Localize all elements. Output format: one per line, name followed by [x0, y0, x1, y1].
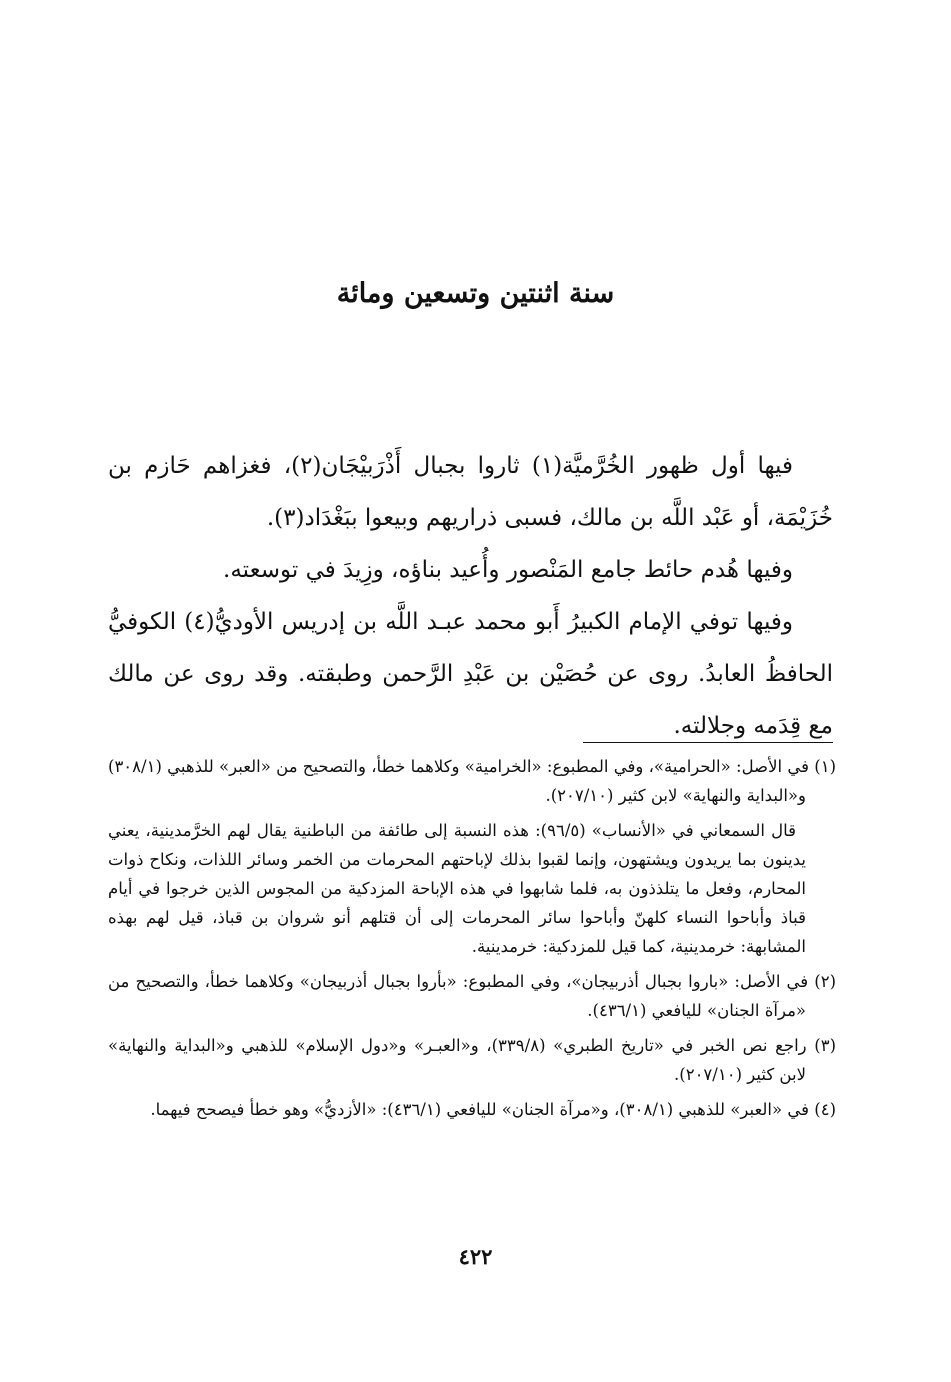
- footnote-2: (٢) في الأصل: «باروا بجبال أذربيجان»، وفي المطبوع: «بأروا بجبال أذربيجان» وكلاهما خطأ، والتصحيح من «مرآة الجنان» لليافعي (٤٣٦/١).: [108, 972, 836, 1020]
- footnote-1-continuation: قال السمعاني في «الأنساب» (٩٦/٥): هذه النسبة إلى طائفة من الباطنية يقال لهم الخرَّمدينية، يعني يدينون بما يريدون ويشتهون، وإنما لقبوا بذلك لإباحتهم المحرمات من الخمر وسائر اللذات، ونكاح ذوات المحارم، وفعل ما يتلذذون به، فلما شابهوا في هذه الإباحة المزدكية من المجوس الذين خرجوا في أيام قباذ وأباحوا النساء كلهنّ وأباحوا سائر المحرمات إلى أن قتلهم أنو شروان بن قباذ، قيل لهم بهذه المشابهة: خرمدينية، كما قيل للمزدكية: خرمدينية.: [108, 821, 806, 956]
- footnote-3: (٣) راجع نص الخبر في «تاريخ الطبري» (٣٣٩/٨)، و«العبـر» و«دول الإسلام» للذهبي و«البداية والنهاية» لابن كثير (٢٠٧/١٠).: [108, 1036, 836, 1084]
- chapter-title: سنة اثنتين وتسعين ومائة: [336, 278, 615, 309]
- paragraph-3: وفيها توفي الإمام الكبيرُ أَبو محمد عبـد اللَّه بن إدريس الأوديُّ(٤) الكوفيُّ الحافظُ العابدُ. روى عن حُصَيْن بن عَبْدِ الرَّحمن وطبقته. وقد روى عن مالك مع قِدَمه وجلالته.: [108, 609, 833, 739]
- footnote-1: (١) في الأصل: «الحرامية»، وفي المطبوع: «الخرامية» وكلاهما خطأ، والتصحيح من «العبر» للذهبي (٣٠٨/١) و«البداية والنهاية» لابن كثير (٢٠٧/١٠).: [108, 757, 836, 805]
- page-number: ٤٢٢: [458, 1244, 493, 1269]
- footnote-divider: [583, 742, 833, 743]
- main-text: [108, 440, 833, 752]
- paragraph-2: وفيها هُدم حائط جامع المَنْصور وأُعيد بناؤه، وزِيدَ في توسعته.: [223, 557, 793, 583]
- paragraph-1: فيها أول ظهور الخُرَّميَّة(١) ثاروا بجبال أَذْرَبيْجَان(٢)، فغزاهم حَازم بن خُزَيْمَة، أو عَبْد اللَّه بن مالك، فسبى ذراريهم وبيعوا ببَغْدَاد(٣).: [108, 453, 833, 531]
- footnote-4: (٤) في «العبر» للذهبي (٣٠٨/١)، و«مرآة الجنان» لليافعي (٤٣٦/١): «الأزديُّ» وهو خطأ فيصحح فيهما.: [150, 1100, 836, 1119]
- footnotes: [108, 752, 836, 1130]
